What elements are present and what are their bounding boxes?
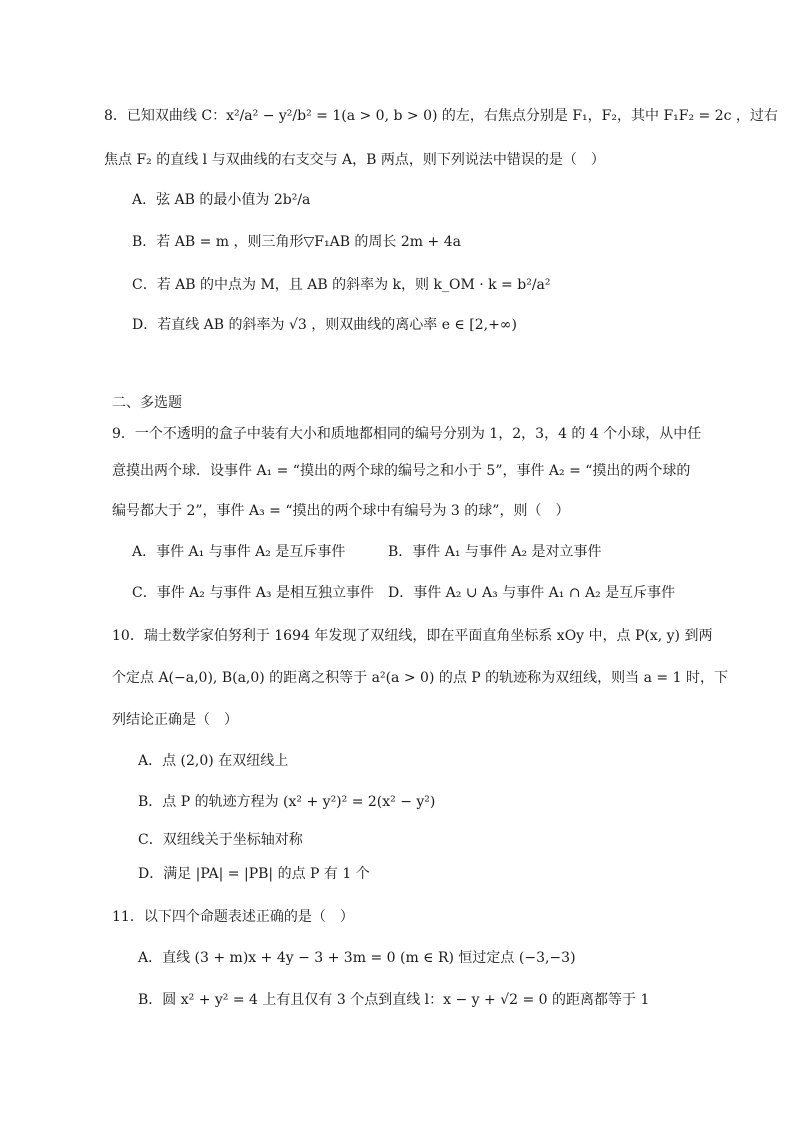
q11-stem-line1: 11．以下四个命题表述正确的是（ ） (112, 909, 354, 925)
q10-stem-line2: 个定点 A(−a,0), B(a,0) 的距离之积等于 a²(a > 0) 的点 P 的轨迹称为双纽线，则当 a = 1 时，下 (112, 670, 728, 686)
q9-stem-line3: 编号都大于 2”，事件 A₃ = “摸出的两个球中有编号为 3 的球”，则（ ） (112, 503, 570, 519)
q10-option-c: C．双纽线关于坐标轴对称 (138, 832, 303, 848)
q9-option-c: C．事件 A₂ 与事件 A₃ 是相互独立事件 (132, 585, 374, 601)
q9-stem-line1: 9．一个不透明的盒子中装有大小和质地都相同的编号分别为 1，2，3，4 的 4 个小球，从中任 (112, 426, 702, 442)
q8-stem-line2: 焦点 F₂ 的直线 l 与双曲线的右支交与 A，B 两点，则下列说法中错误的是（ ） (104, 152, 605, 168)
q8-option-a: A．弦 AB 的最小值为 2b²/a (132, 192, 311, 208)
q8-stem-line1: 8．已知双曲线 C：x²/a² − y²/b² = 1(a > 0, b > 0) 的左，右焦点分别是 F₁，F₂，其中 F₁F₂ = 2c ，过右 (104, 108, 778, 124)
q10-option-d: D．满足 |PA| = |PB| 的点 P 有 1 个 (138, 866, 370, 882)
q9-option-d: D．事件 A₂ ∪ A₃ 与事件 A₁ ∩ A₂ 是互斥事件 (388, 585, 676, 601)
q10-stem-line1: 10．瑞士数学家伯努利于 1694 年发现了双纽线，即在平面直角坐标系 xOy 中，点 P(x, y) 到两 (112, 628, 713, 644)
section-title: 二、多选题 (112, 395, 182, 411)
q9-stem-line2: 意摸出两个球．设事件 A₁ = “摸出的两个球的编号之和小于 5”，事件 A₂ = “摸出的两个球的 (112, 463, 691, 479)
q11-option-a: A．直线 (3 + m)x + 4y − 3 + 3m = 0 (m ∈ R) 恒过定点 (−3,−3) (138, 950, 576, 966)
q10-stem-line3: 列结论正确是（ ） (112, 712, 238, 728)
q8-option-b: B．若 AB = m ，则三角形▽F₁AB 的周长 2m + 4a (132, 234, 461, 250)
q9-option-b: B．事件 A₁ 与事件 A₂ 是对立事件 (388, 544, 602, 560)
q10-option-a: A．点 (2,0) 在双纽线上 (138, 753, 289, 769)
q8-option-d: D．若直线 AB 的斜率为 √3 ，则双曲线的离心率 e ∈ [2,+∞) (132, 317, 517, 333)
q8-option-c: C．若 AB 的中点为 M，且 AB 的斜率为 k，则 k_OM · k = b²/a² (132, 277, 551, 293)
q9-option-a: A．事件 A₁ 与事件 A₂ 是互斥事件 (132, 544, 346, 560)
q10-option-b: B．点 P 的轨迹方程为 (x² + y²)² = 2(x² − y²) (138, 794, 436, 810)
q11-option-b: B．圆 x² + y² = 4 上有且仅有 3 个点到直线 l：x − y + √2 = 0 的距离都等于 1 (138, 992, 650, 1008)
